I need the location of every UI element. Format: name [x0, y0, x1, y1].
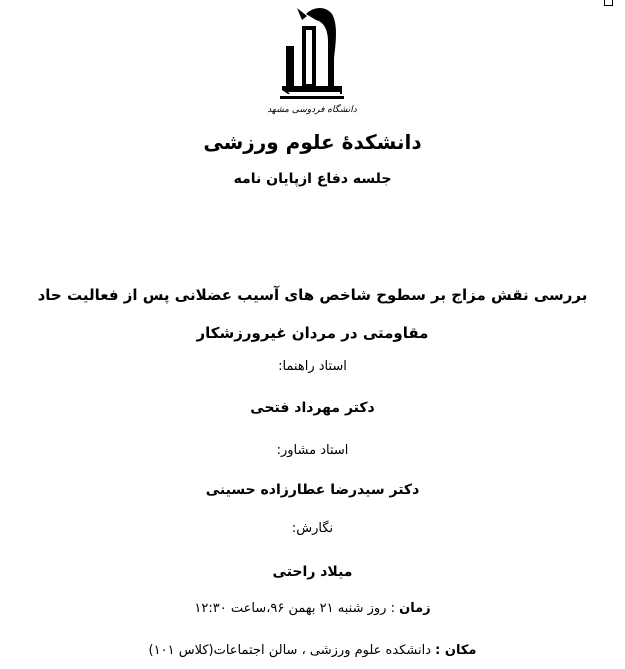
logo-caption: دانشگاه فردوسی مشهد — [267, 105, 357, 115]
supervisor-name: دکتر مهرداد فتحی — [250, 400, 375, 416]
place-label: مکان : — [435, 643, 477, 658]
time-line — [0, 601, 625, 616]
place-line — [0, 643, 625, 658]
time-label: زمان — [399, 601, 431, 616]
advisor-label: استاد مشاور: — [276, 443, 349, 458]
time-value: : روز شنبه ۲۱ بهمن ۹۶،ساعت ۱۲:۳۰ — [194, 601, 395, 616]
session-title: جلسه دفاع ازپایان نامه — [233, 171, 392, 187]
author-name: میلاد راحتی — [272, 564, 353, 580]
author-label: نگارش: — [291, 521, 334, 536]
place-value: دانشکده علوم ورزشی ، سالن اجتماعات(کلاس ۱۰۱) — [148, 643, 431, 658]
university-logo-icon — [262, 2, 362, 118]
supervisor-label: استاد راهنما: — [278, 359, 347, 374]
faculty-title: دانشکدهٔ علوم ورزشی — [203, 130, 422, 154]
page-corner-mark — [604, 0, 613, 6]
advisor-name: دکتر سیدرضا عطارزاده حسینی — [205, 482, 420, 498]
thesis-title: بررسی نقش مزاج بر سطوح شاخص های آسیب عضلانی پس از فعالیت حاد مقاومتی در مردان غیرورزشکار — [37, 286, 588, 342]
